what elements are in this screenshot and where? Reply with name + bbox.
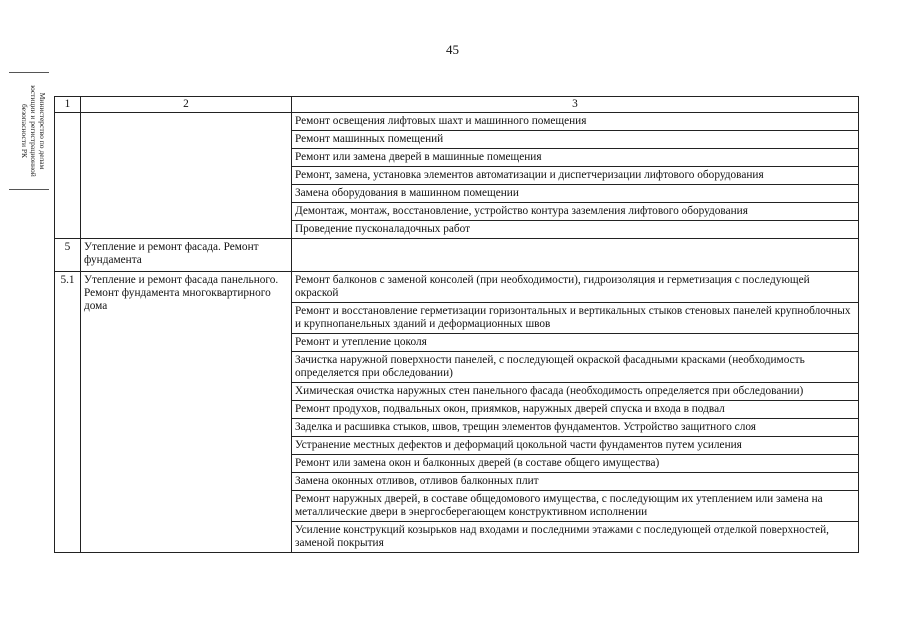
- table-body: [55, 113, 859, 553]
- work-item: Ремонт машинных помещений: [292, 131, 859, 149]
- work-item: Ремонт балконов с заменой консолей (при необходимости), гидроизоляция и герметизация с последующей окраской: [292, 272, 859, 303]
- work-item: Ремонт или замена окон и балконных дверей (в составе общего имущества): [292, 455, 859, 473]
- registration-stamp: [9, 72, 49, 190]
- column-header-works: 3: [292, 97, 859, 113]
- column-header-name: 2: [81, 97, 292, 113]
- column-header-number: 1: [55, 97, 81, 113]
- work-item: Ремонт продухов, подвальных окон, приямков, наружных дверей спуска и входа в подвал: [292, 401, 859, 419]
- work-item: [292, 239, 859, 272]
- stamp-line: Министерство по делам: [38, 92, 47, 170]
- work-item: Ремонт, замена, установка элементов автоматизации и диспетчеризации лифтового оборудования: [292, 167, 859, 185]
- stamp-line: юстиции и регистрационной: [29, 85, 38, 177]
- table-row: [55, 272, 859, 303]
- table-header-row: [55, 97, 859, 113]
- work-item: Замена оконных отливов, отливов балконных плит: [292, 473, 859, 491]
- work-item: Устранение местных дефектов и деформаций цокольной части фундаментов путем усиления: [292, 437, 859, 455]
- section-name: [81, 113, 292, 239]
- work-item: Ремонт наружных дверей, в составе общедомового имущества, с последующим их утеплением или замена на металлические двери в энергосберегающем конструктивном исполнении: [292, 491, 859, 522]
- work-item: Усиление конструкций козырьков над входами и последними этажами с последующей отделкой поверхностей, заменой покрытия: [292, 522, 859, 553]
- work-item: Заделка и расшивка стыков, швов, трещин элементов фундаментов. Устройство защитного слоя: [292, 419, 859, 437]
- section-name: Утепление и ремонт фасада. Ремонт фундамента: [81, 239, 292, 272]
- work-item: Зачистка наружной поверхности панелей, с последующей окраской фасадными красками (необходимость определяется при обследовании): [292, 352, 859, 383]
- section-name: Утепление и ремонт фасада панельного. Ремонт фундамента многоквартирного дома: [81, 272, 292, 553]
- work-item: Ремонт и утепление цоколя: [292, 334, 859, 352]
- page-number: 45: [446, 42, 459, 57]
- section-number: [55, 113, 81, 239]
- work-item: Проведение пусконаладочных работ: [292, 221, 859, 239]
- section-number: 5: [55, 239, 81, 272]
- table-row: [55, 113, 859, 131]
- work-item: Химическая очистка наружных стен панельного фасада (необходимость определяется при обследовании): [292, 383, 859, 401]
- work-item: Демонтаж, монтаж, восстановление, устройство контура заземления лифтового оборудования: [292, 203, 859, 221]
- work-item: Ремонт и восстановление герметизации горизонтальных и вертикальных стыков стеновых панелей крупноблочных и крупнопанельных зданий и деформационных швов: [292, 303, 859, 334]
- work-item: Замена оборудования в машинном помещении: [292, 185, 859, 203]
- works-table: [54, 96, 859, 553]
- work-item: Ремонт освещения лифтовых шахт и машинного помещения: [292, 113, 859, 131]
- section-number: 5.1: [55, 272, 81, 553]
- stamp-line: безопасности РК: [20, 103, 29, 159]
- table-row: [55, 239, 859, 272]
- work-item: Ремонт или замена дверей в машинные помещения: [292, 149, 859, 167]
